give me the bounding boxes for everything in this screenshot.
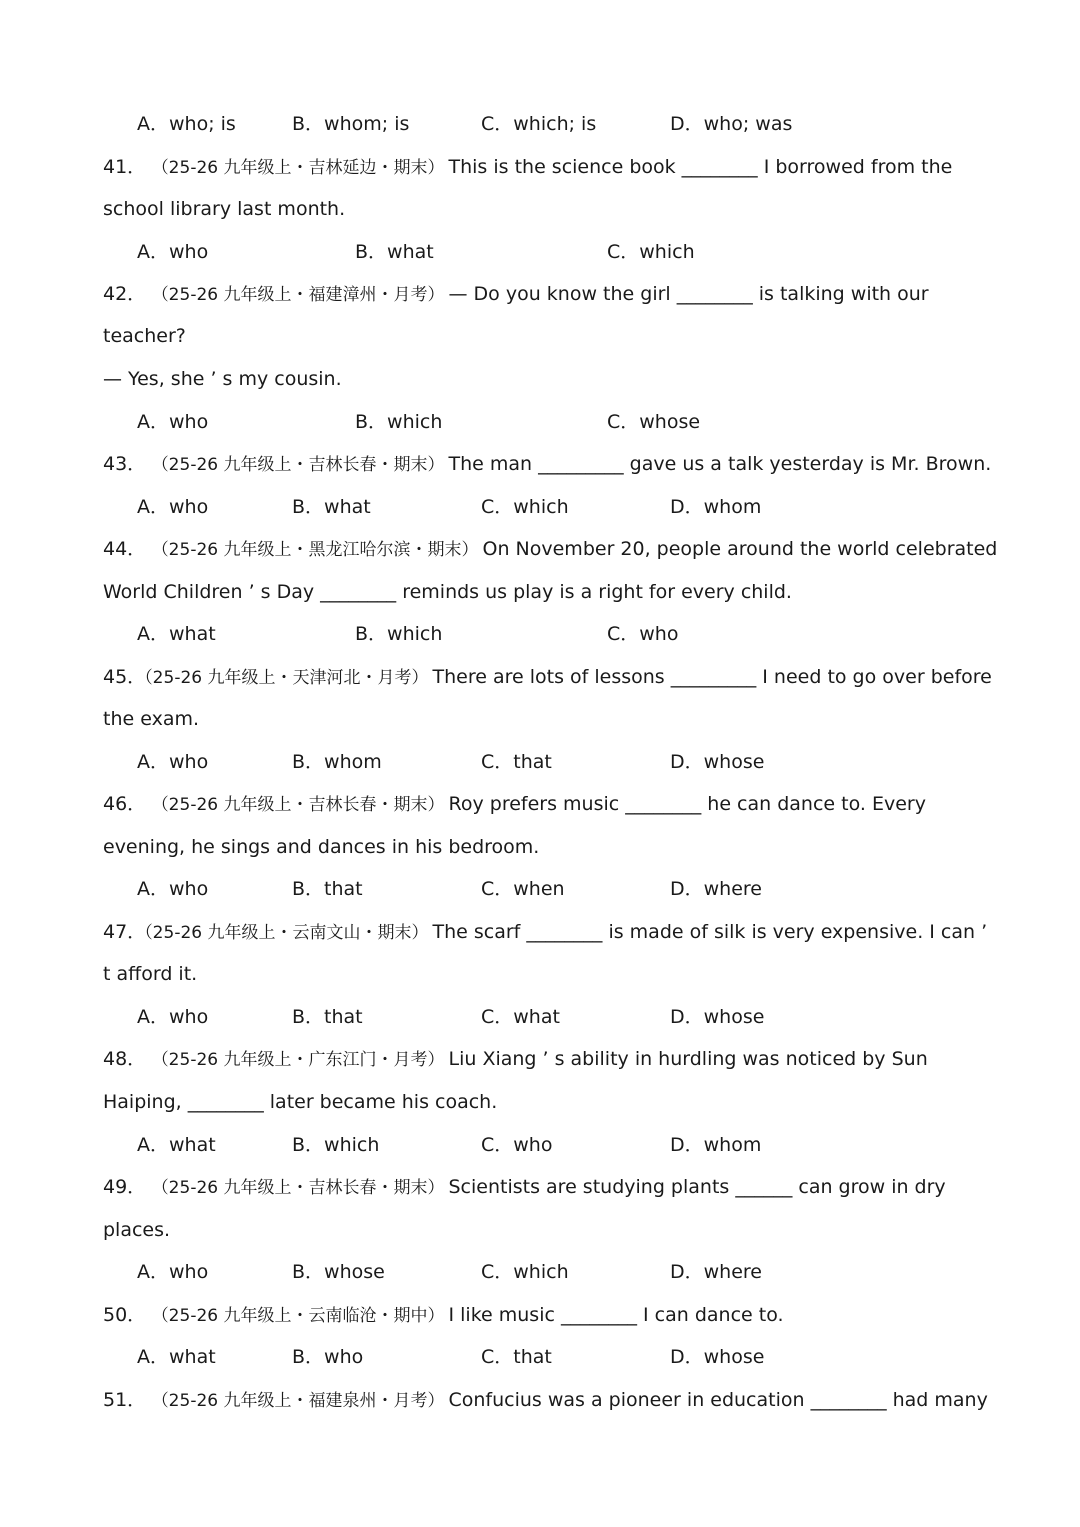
option-row	[0, 237, 1080, 267]
question-text-continued	[0, 1087, 1080, 1117]
question-source: （25-26 九年级上・云南临沧・期中）	[160, 1306, 445, 1326]
option-b: B．whose	[292, 1261, 385, 1283]
option-d: D．who; was	[670, 113, 793, 135]
question-source: （25-26 九年级上・云南文山・期末）	[144, 923, 429, 943]
question-49	[0, 1172, 1080, 1202]
question-number: 47．	[103, 921, 147, 943]
question-text-continued	[0, 959, 1080, 989]
question-text: evening, he sings and dances in his bedroom.	[103, 836, 540, 858]
question-source: （25-26 九年级上・吉林长春・期末）	[160, 455, 445, 475]
question-number: 44．	[103, 538, 147, 560]
option-c: C．what	[481, 1006, 560, 1028]
option-c: C．which	[481, 496, 569, 518]
option-a: A．what	[137, 1134, 216, 1156]
question-text-continued	[0, 704, 1080, 734]
option-a: A．what	[137, 623, 216, 645]
question-text: — Yes, she ’ s my cousin.	[103, 368, 342, 390]
question-number: 48．	[103, 1048, 147, 1070]
option-c: C．which	[607, 241, 695, 263]
question-44	[0, 534, 1080, 564]
option-d: D．whose	[670, 1346, 765, 1368]
question-source: （25-26 九年级上・吉林长春・期末）	[160, 795, 445, 815]
option-row	[0, 747, 1080, 777]
option-c: C．whose	[607, 411, 701, 433]
option-row	[0, 492, 1080, 522]
option-a: A．what	[137, 1346, 216, 1368]
option-d: D．whom	[670, 496, 762, 518]
question-text: places.	[103, 1219, 171, 1241]
question-source: （25-26 九年级上・福建漳州・月考）	[160, 285, 445, 305]
option-row	[0, 1130, 1080, 1160]
option-c: C．that	[481, 751, 552, 773]
option-b: B．whom	[292, 751, 382, 773]
question-text: I like music ________ I can dance to.	[448, 1304, 784, 1326]
question-text: The man _________ gave us a talk yesterday is Mr. Brown.	[448, 453, 992, 475]
option-d: D．whom	[670, 1134, 762, 1156]
option-b: B．who	[292, 1346, 364, 1368]
question-text-continued	[0, 364, 1080, 394]
option-row	[0, 619, 1080, 649]
question-text-continued	[0, 1215, 1080, 1245]
question-number: 45．	[103, 666, 147, 688]
question-text: Scientists are studying plants ______ can grow in dry	[448, 1176, 946, 1198]
question-text: The scarf ________ is made of silk is very expensive. I can ’	[432, 921, 988, 943]
question-number: 41．	[103, 156, 147, 178]
question-text-continued	[0, 832, 1080, 862]
question-number: 46．	[103, 793, 147, 815]
option-b: B．what	[292, 496, 371, 518]
question-50	[0, 1300, 1080, 1330]
question-number: 42．	[103, 283, 147, 305]
question-text: Confucius was a pioneer in education ________ had many	[448, 1389, 988, 1411]
option-row	[0, 874, 1080, 904]
option-c: C．who	[481, 1134, 553, 1156]
question-number: 49．	[103, 1176, 147, 1198]
question-source: （25-26 九年级上・广东江门・月考）	[160, 1050, 445, 1070]
question-51	[0, 1385, 1080, 1415]
question-46	[0, 789, 1080, 819]
question-text: There are lots of lessons _________ I need to go over before	[432, 666, 992, 688]
question-47	[0, 917, 1080, 947]
question-text: On November 20, people around the world celebrated	[482, 538, 998, 560]
option-b: B．which	[355, 411, 443, 433]
question-text: This is the science book ________ I borrowed from the	[448, 156, 953, 178]
option-a: A．who	[137, 1261, 209, 1283]
question-text-continued	[0, 194, 1080, 224]
option-c: C．which; is	[481, 113, 597, 135]
option-row	[0, 109, 1080, 139]
question-48	[0, 1044, 1080, 1074]
option-row	[0, 407, 1080, 437]
option-a: A．who	[137, 751, 209, 773]
option-c: C．who	[607, 623, 679, 645]
question-source: （25-26 九年级上・吉林延边・期末）	[160, 158, 445, 178]
option-a: A．who	[137, 878, 209, 900]
question-text: Haiping, ________ later became his coach.	[103, 1091, 498, 1113]
question-text: Roy prefers music ________ he can dance to. Every	[448, 793, 926, 815]
option-b: B．that	[292, 1006, 363, 1028]
question-text-continued	[0, 321, 1080, 351]
option-row	[0, 1342, 1080, 1372]
question-text: World Children ’ s Day ________ reminds us play is a right for every child.	[103, 581, 792, 603]
option-d: D．whose	[670, 1006, 765, 1028]
option-row	[0, 1002, 1080, 1032]
option-d: D．where	[670, 1261, 762, 1283]
option-a: A．who; is	[137, 113, 236, 135]
question-source: （25-26 九年级上・吉林长春・期末）	[160, 1178, 445, 1198]
question-43	[0, 449, 1080, 479]
question-number: 51．	[103, 1389, 147, 1411]
question-42	[0, 279, 1080, 309]
question-45	[0, 662, 1080, 692]
question-41	[0, 152, 1080, 182]
question-text: teacher?	[103, 325, 186, 347]
question-source: （25-26 九年级上・福建泉州・月考）	[160, 1391, 445, 1411]
option-b: B．whom; is	[292, 113, 410, 135]
question-text: t afford it.	[103, 963, 198, 985]
option-c: C．when	[481, 878, 565, 900]
option-b: B．which	[355, 623, 443, 645]
option-row	[0, 1257, 1080, 1287]
option-c: C．which	[481, 1261, 569, 1283]
option-a: A．who	[137, 241, 209, 263]
option-d: D．whose	[670, 751, 765, 773]
option-a: A．who	[137, 496, 209, 518]
option-a: A．who	[137, 1006, 209, 1028]
question-text: school library last month.	[103, 198, 346, 220]
option-c: C．that	[481, 1346, 552, 1368]
option-a: A．who	[137, 411, 209, 433]
question-number: 43．	[103, 453, 147, 475]
question-source: （25-26 九年级上・黑龙江哈尔滨・期末）	[160, 540, 479, 560]
question-source: （25-26 九年级上・天津河北・月考）	[144, 668, 429, 688]
question-text: the exam.	[103, 708, 200, 730]
option-d: D．where	[670, 878, 762, 900]
option-b: B．which	[292, 1134, 380, 1156]
option-b: B．what	[355, 241, 434, 263]
option-b: B．that	[292, 878, 363, 900]
question-number: 50．	[103, 1304, 147, 1326]
question-text: — Do you know the girl ________ is talking with our	[448, 283, 929, 305]
question-text-continued	[0, 577, 1080, 607]
question-text: Liu Xiang ’ s ability in hurdling was noticed by Sun	[448, 1048, 928, 1070]
